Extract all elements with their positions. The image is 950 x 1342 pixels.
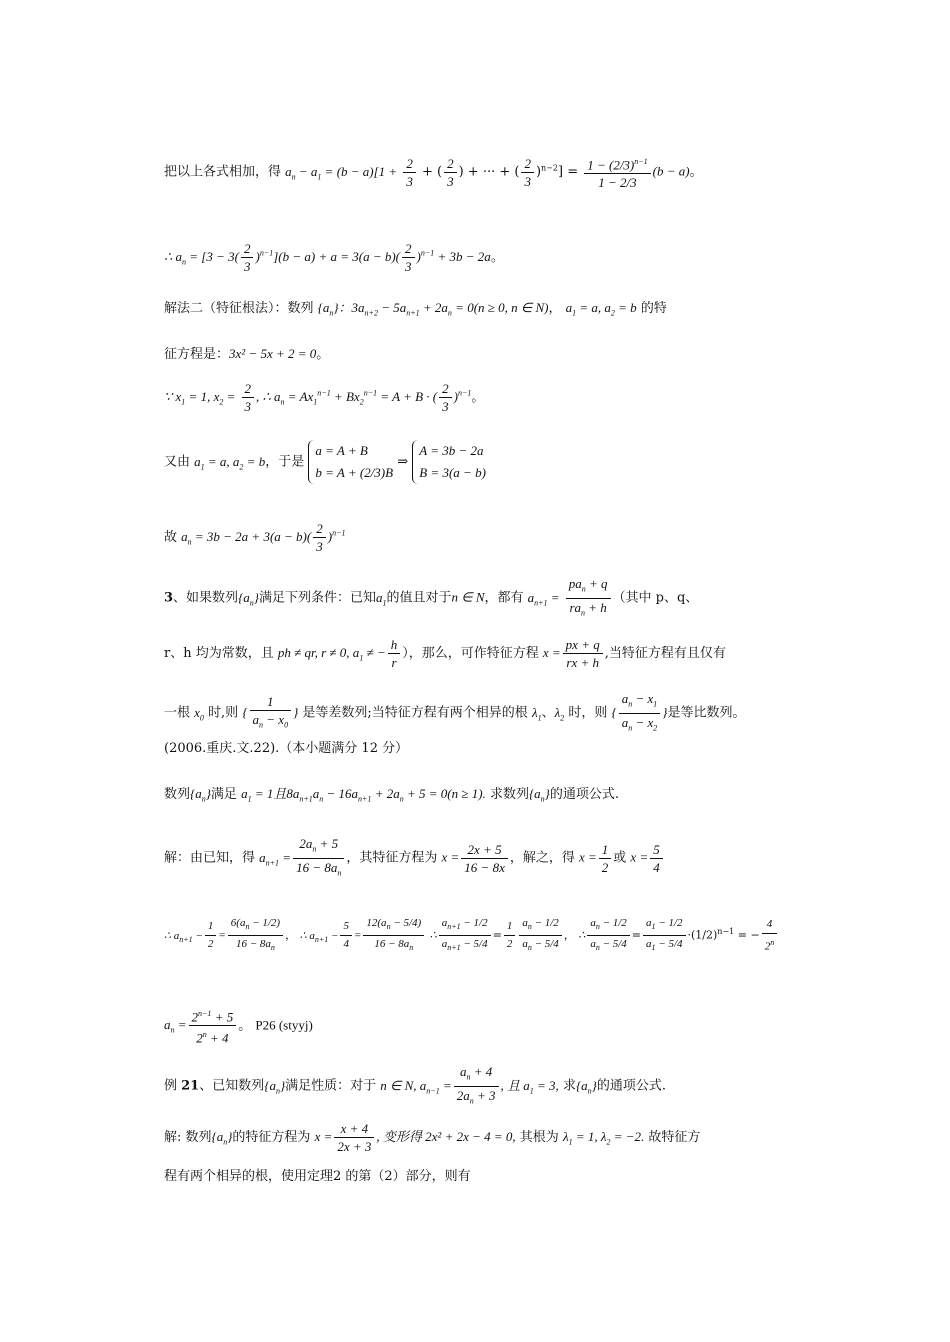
theorem-conclusion-line: 一根 $x_0$ 时,则 { $\frac{1}{a_n - x_0}$ } 是等差数列;当特征方程有两个相异的根 $\lambda_1$、$\lambda_2$ 时，则 { $\frac{a_n - x_1}{a_n - x_2}$ }是等比数列。	[164, 691, 746, 733]
source-line: (2006.重庆.文.22).（本小题满分 12 分）	[164, 741, 409, 756]
example-solution-line: 解: 数列$\{a_n\}$的特征方程为 x = $\frac{x + 4}{2x + 3}$ , 变形得 2x² + 2x − 4 = 0, 其根为 $\lambda_1 = 1$, $\lambda_2 = -2$. 故特征方	[164, 1121, 701, 1154]
final-formula-line: $a_n$ = $\frac{2^{n-1} + 5}{2^n + 4}$ 。 P26 (styyj)	[164, 1005, 804, 1047]
solution-start-line: 解：由已知，得 $a_{n+1}$ = $\frac{2a_n + 5}{16 - 8a_n}$ ，其特征方程为 x = $\frac{2x + 5}{16 - 8x}$ ，解之，得 x = $\frac{1}{2}$ 或 x = $\frac{5}{4}$	[164, 835, 804, 881]
method-two-line: 解法二（特征根法）：数列 $\{a_n\}$：$3a_{n+2} - 5a_{n+1} + 2a_n = 0(n \ge 0$, n ∈ N)， $a_1 = a$, $a_2 = b$ 的特	[164, 300, 667, 318]
sum-equation-line: 把以上各式相加，得 $a_n - a_1 = (b - a)[1$ + $\frac{2}{3}$ + ( $\frac{2}{3}$ ) + ··· + ( $\frac{2}{3}$ )$^{n-2}$] = $\frac{1 - (2/3)^{n-1}}{1 - 2/3}$ (b − a)。	[164, 153, 804, 191]
example-21-line: 例 21、已知数列$\{a_n\}$满足性质：对于 n ∈ N, $a_{n-1}$ = $\frac{a_n + 4}{2a_n + 3}$ , 且 $a_1 = 3$, 求$\{a_n\}$的通项公式.	[164, 1064, 666, 1106]
result-an-line: 故 $a_n = 3b - 2a + 3(a - b)$( $\frac{2}{3}$ )$^{n-1}$	[164, 521, 346, 554]
theorem-three-line: 3、如果数列$\{a_n\}$满足下列条件：已知$a_1$的值且对于n ∈ N，都有 $a_{n+1}$ = $\frac{pa_n + q}{ra_n + h}$ （其中 p、q、	[164, 576, 699, 618]
theorem-conditions-line: r、h 均为常数，且 ph ≠ qr, r ≠ 0, $a_1$ ≠ − $\frac{h}{r}$ ），那么，可作特征方程 x = $\frac{px + q}{rx + h}$ ,当特征方程有且仅有	[164, 637, 726, 670]
characteristic-equation-line: 征方程是：3x² − 5x + 2 = 0。	[164, 346, 330, 362]
system-line: 又由 $a_1 = a$, $a_2 = b$，于是 a = A + B b = A + (2/3)B ⇒ A = 3b − 2a B = 3(a − b)	[164, 440, 804, 484]
problem-statement-line: 数列$\{a_n\}$满足 $a_1 = 1$且$8a_{n+1}a_n - 16a_{n+1} + 2a_n + 5 = 0(n \ge 1)$. 求数列$\{a_n\}$的通项公式.	[164, 786, 619, 804]
derivation-line: ∴ $a_{n+1}$ − $\frac{1}{2}$ = $\frac{6(a_n - 1/2)}{16 - 8a_n}$ ， ∴ $a_{n+1}$ − $\frac{5}{4}$ = $\frac{12(a_n - 5/4)}{16 - 8a_n}$ ∴ $\frac{a_{n+1} - 1/2}{a_{n+1} - 5/4}$ = $\frac{1}{2}$ $\frac{a_n - 1/2}{a_n - 5/4}$ ， ∴ $\frac{a_n - 1/2}{a_n - 5/4}$ = $\frac{a_1 - 1/2}{a_1 - 5/4}$ $\cdot(1/2)^{n-1}$ = − $\frac{4}{2^n}$	[164, 915, 804, 956]
therefore-an-line: ∴ $a_n = [3 - 3$( $\frac{2}{3}$ )$^{n-1}$](b − a) + a = 3(a − b)( $\frac{2}{3}$ )$^{n-1}$ + 3b − 2a。	[164, 241, 504, 274]
closing-line: 程有两个相异的根，使用定理2 的第（2）部分，则有	[164, 1169, 471, 1184]
roots-line: ∵ $x_1 = 1$, $x_2$ = $\frac{2}{3}$ , ∴ $a_n = Ax_1^{n-1} + Bx_2^{n-1} = A + B$ · ( $\frac{2}{3}$ )$^{n-1}$。	[164, 381, 485, 414]
